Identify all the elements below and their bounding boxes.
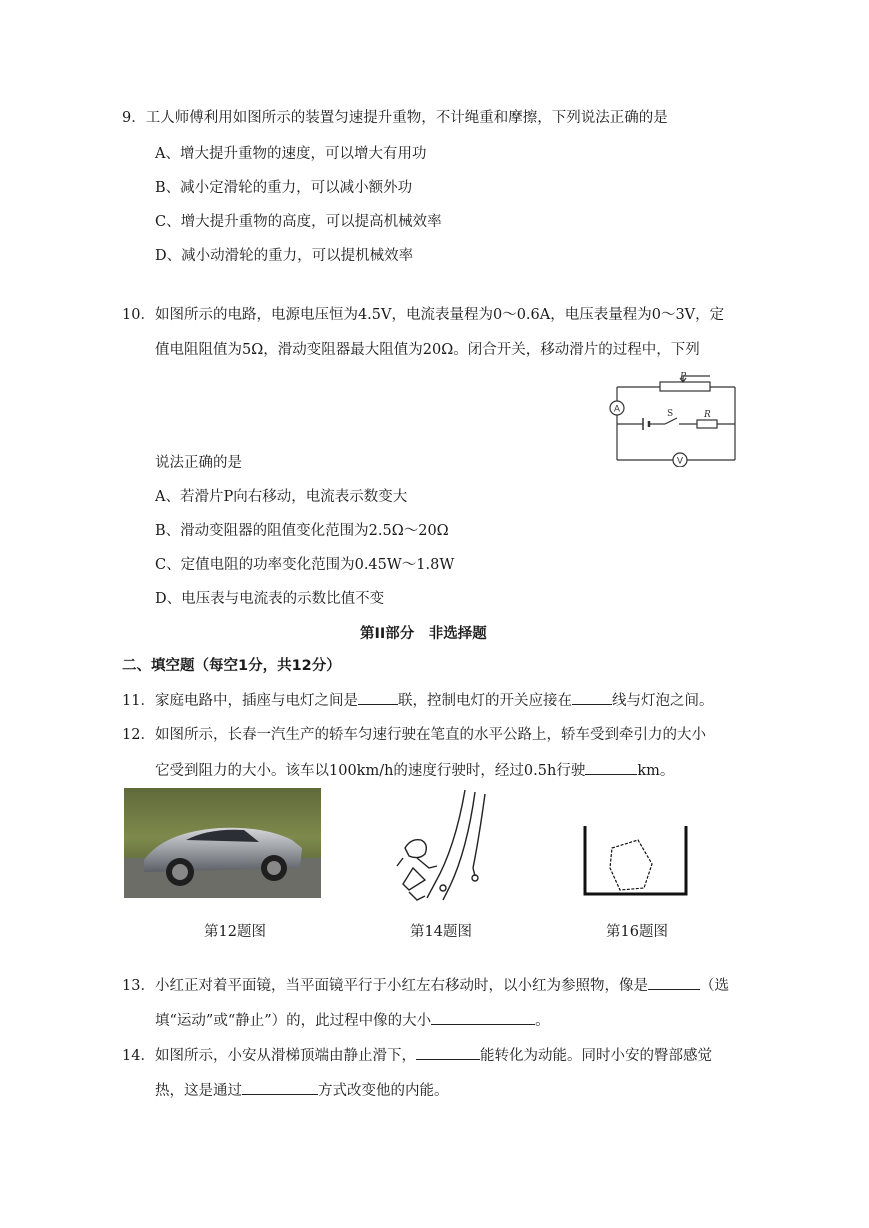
q12-part-a: 它受到阻力的大小。该车以100km/h的速度行驶时，经过0.5h行驶 <box>155 763 586 779</box>
q14-blank-2[interactable] <box>242 1080 318 1095</box>
q11-blank-1[interactable] <box>358 690 398 705</box>
caption-fig14: 第14题图 <box>410 924 472 940</box>
q10-stem-line1: 10．如图所示的电路，电源电压恒为4.5V，电流表量程为0～0.6A，电压表量程为0～3V，定 <box>122 307 725 323</box>
q13-part-c: 填“运动”或“静止”）的，此过程中像的大小 <box>155 1013 432 1029</box>
q14-line1 <box>122 1045 712 1066</box>
q13-part-d: 。 <box>535 1013 550 1029</box>
rheostat-symbol <box>660 382 710 391</box>
q10-stem-line2: 值电阻阻值为5Ω，滑动变阻器最大阻值为20Ω。闭合开关，移动滑片的过程中，下列 <box>155 342 700 358</box>
q12-blank[interactable] <box>585 760 637 775</box>
q10-option-d: D、电压表与电流表的示数比值不变 <box>155 591 385 607</box>
slider-label: P <box>680 372 687 382</box>
circuit-diagram <box>605 372 745 467</box>
q9-option-a: A、增大提升重物的速度，可以增大有用功 <box>155 146 427 162</box>
q9-option-c: C、增大提升重物的高度，可以提高机械效率 <box>155 214 442 230</box>
ammeter-label: A <box>613 404 621 415</box>
q13-line1 <box>122 975 729 996</box>
caption-fig16: 第16题图 <box>606 924 668 940</box>
resistor-symbol <box>697 420 717 428</box>
q14-part-b: 能转化为动能。同时小安的臀部感觉 <box>479 1048 712 1064</box>
q11-part-c: 线与灯泡之间。 <box>611 693 714 709</box>
q14-part-a: 14．如图所示，小安从滑梯顶端由静止滑下， <box>122 1048 416 1064</box>
section-title: 第II部分 非选择题 <box>360 626 487 642</box>
q14-part-d: 方式改变他的内能。 <box>318 1083 449 1099</box>
q12-line1: 12．如图所示，长春一汽生产的轿车匀速行驶在笔直的水平公路上，轿车受到牵引力的大小 <box>122 727 706 743</box>
q12-part-b: km。 <box>637 763 675 779</box>
q13-part-b: （选 <box>699 978 729 994</box>
q14-blank-1[interactable] <box>416 1045 480 1060</box>
q13-blank-1[interactable] <box>648 975 700 990</box>
q10-stem-line3: 说法正确的是 <box>155 455 242 471</box>
resistor-label: R <box>704 410 711 420</box>
q14-line2 <box>155 1080 449 1101</box>
voltmeter-label: V <box>676 456 684 467</box>
caption-fig12: 第12题图 <box>204 924 266 940</box>
q10-option-a: A、若滑片P向右移动，电流表示数变大 <box>155 489 408 505</box>
container-figure <box>580 826 692 898</box>
q13-blank-2[interactable] <box>431 1010 535 1025</box>
q11-part-a: 11．家庭电路中，插座与电灯之间是 <box>122 693 358 709</box>
q11 <box>122 690 713 711</box>
q14-part-c: 热，这是通过 <box>155 1083 242 1099</box>
section2-title: 二、填空题（每空1分，共12分） <box>122 658 341 674</box>
q13-line2 <box>155 1010 550 1031</box>
slide-figure <box>395 788 495 908</box>
q9-stem: 9．工人师傅利用如图所示的装置匀速提升重物，不计绳重和摩擦，下列说法正确的是 <box>122 110 668 126</box>
q9-option-b: B、减小定滑轮的重力，可以减小额外功 <box>155 180 413 196</box>
q13-part-a: 13．小红正对着平面镜，当平面镜平行于小红左右移动时，以小红为参照物，像是 <box>122 978 648 994</box>
car-photo <box>124 788 321 898</box>
q10-option-b: B、滑动变阻器的阻值变化范围为2.5Ω～20Ω <box>155 523 449 539</box>
q11-blank-2[interactable] <box>572 690 612 705</box>
q12-line2 <box>155 760 674 781</box>
q10-option-c: C、定值电阻的功率变化范围为0.45W～1.8W <box>155 557 455 573</box>
q9-option-d: D、减小动滑轮的重力，可以提机械效率 <box>155 248 414 264</box>
q11-part-b: 联，控制电灯的开关应接在 <box>397 693 572 709</box>
switch-label: S <box>667 409 674 419</box>
